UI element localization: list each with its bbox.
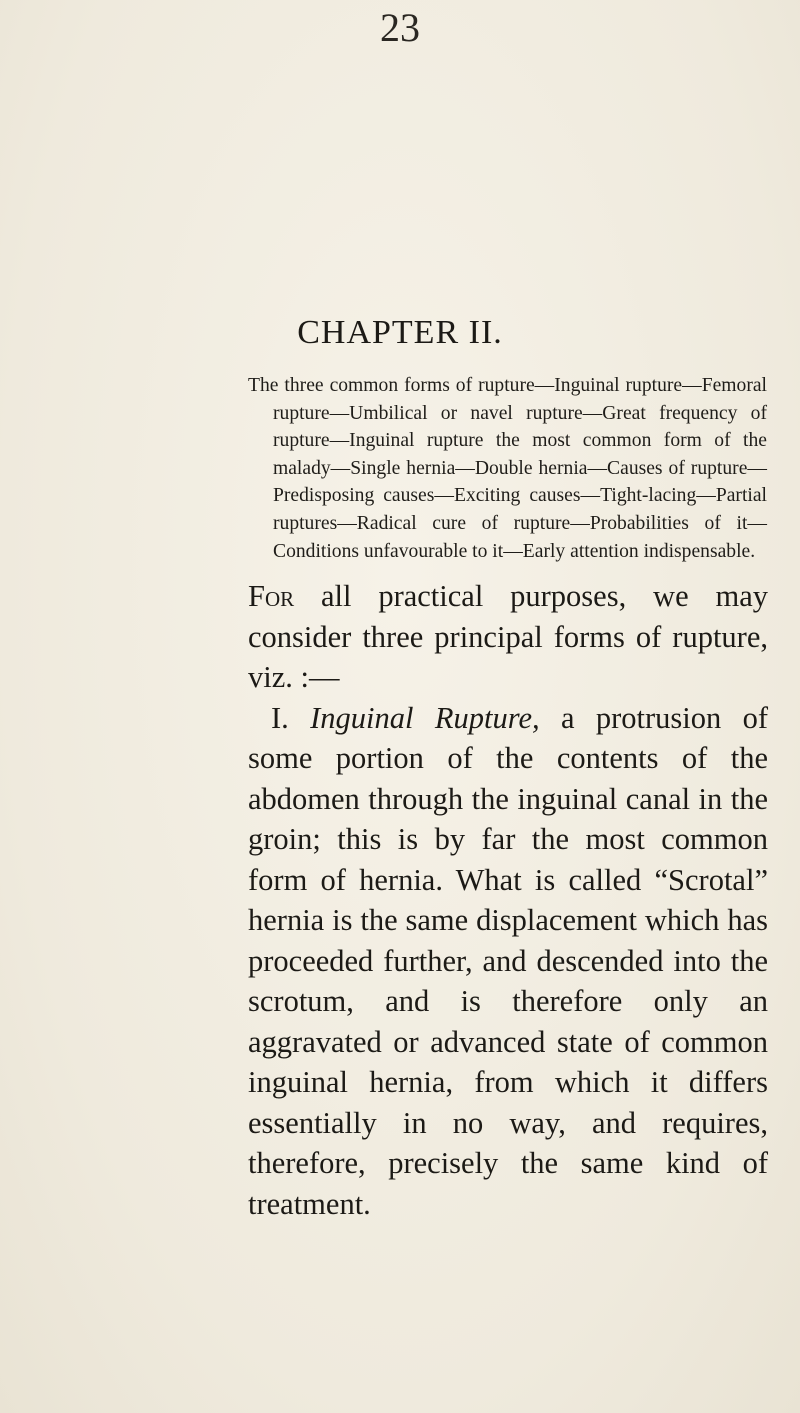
lead-word: For — [248, 579, 295, 613]
chapter-synopsis-block — [248, 372, 767, 565]
item-numeral: I. — [271, 700, 311, 735]
item-text: a protrusion of some portion of the contents of the abdomen through the inguinal canal in the groin; this is by far the most common form of hernia. What is called “Scrotal” hernia is the same displacement which has proceeded further, and descended into the scrotum, and is therefore only an aggravated or advanced state of common inguinal hernia, from which it differs essentially in no way, and requires, therefore, precisely the same kind of treatment. — [248, 700, 768, 1221]
page-number: 23 — [380, 5, 420, 50]
chapter-synopsis: The three common forms of rupture—Inguinal rupture—Femoral rupture—Umbilical or navel rupture—Great frequency of rupture—Inguinal rupture the most common form of the malady—Single hernia—Double hernia—Causes of rupture—Predisposing causes—Exciting causes—Tight-lacing—Partial ruptures—Radical cure of rupture—Probabilities of it—Conditions unfavourable to it—Early attention indispensable. — [248, 375, 767, 562]
body-text — [248, 576, 768, 1224]
item-term: Inguinal Rupture, — [310, 700, 540, 735]
opening-sentence: all practical purposes, we may consider three principal forms of rupture, viz. :— — [248, 579, 768, 694]
opening-paragraph — [248, 576, 768, 698]
inguinal-rupture-paragraph — [248, 698, 768, 1225]
chapter-title: CHAPTER II. — [297, 314, 503, 351]
